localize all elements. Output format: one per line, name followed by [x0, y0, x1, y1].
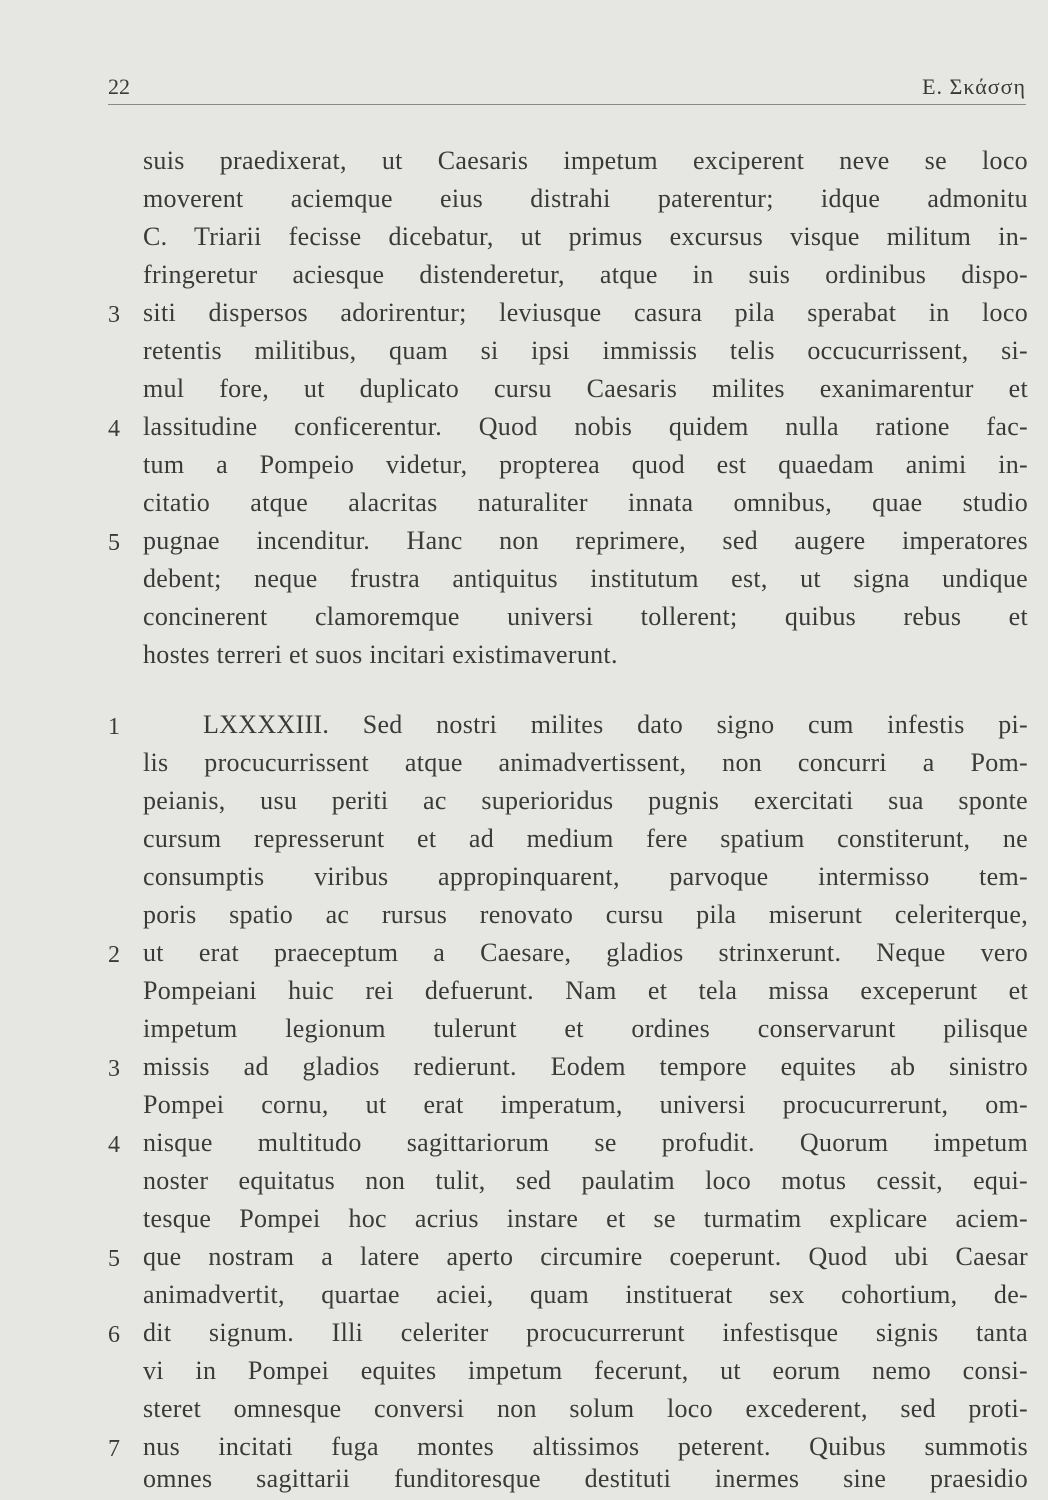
text-line: Pompeiani huic rei defuerunt. Nam et tela missa exceperunt et [143, 976, 1028, 1005]
text-line: Pompei cornu, ut erat imperatum, universi procucurrerunt, om- [143, 1090, 1028, 1119]
text-line: lassitudine conficerentur. Quod nobis quidem nulla ratione fac- [143, 412, 1028, 441]
text-line: C. Triarii fecisse dicebatur, ut primus excursus visque militum in- [143, 222, 1028, 251]
text-line: lis procucurrissent atque animadvertissent, non concurri a Pom- [143, 748, 1028, 777]
text-line: concinerent clamoremque universi tollerent; quibus rebus et [143, 602, 1028, 631]
text-line: animadvertit, quartae aciei, quam instituerat sex cohortium, de- [143, 1280, 1028, 1309]
text-line: consumptis viribus appropinquarent, parvoque intermisso tem- [143, 862, 1028, 891]
page-number: 22 [108, 74, 130, 99]
text-line: nisque multitudo sagittariorum se profudit. Quorum impetum [143, 1128, 1028, 1157]
text-line: ut erat praeceptum a Caesare, gladios strinxerunt. Neque vero [143, 938, 1028, 967]
line-marker: 5 [108, 530, 120, 556]
text-line: omnes sagittarii funditoresque destituti inermes sine praesidio [143, 1464, 1028, 1493]
line-marker: 3 [108, 1056, 120, 1082]
chapter-heading-line: LXXXXIII. Sed nostri milites dato signo cum infestis pi- [203, 710, 1028, 739]
line-marker: 2 [108, 942, 120, 968]
page-header [108, 70, 1026, 105]
text-line: debent; neque frustra antiquitus institutum est, ut signa undique [143, 564, 1028, 593]
text-line: moverent aciemque eius distrahi paterentur; idque admonitu [143, 184, 1028, 213]
text-line: dit signum. Illi celeriter procucurrerunt infestisque signis tanta [143, 1318, 1028, 1347]
text-line: vi in Pompei equites impetum fecerunt, ut eorum nemo consi- [143, 1356, 1028, 1385]
text-line: tum a Pompeio videtur, propterea quod est quaedam animi in- [143, 450, 1028, 479]
line-marker: 4 [108, 416, 120, 442]
line-marker: 6 [108, 1322, 120, 1348]
text-line: suis praedixerat, ut Caesaris impetum exciperent neve se loco [143, 146, 1028, 175]
line-marker: 7 [108, 1436, 120, 1462]
text-line: citatio atque alacritas naturaliter innata omnibus, quae studio [143, 488, 1028, 517]
text-line: steret omnesque conversi non solum loco excederent, sed proti- [143, 1394, 1028, 1423]
text-line: cursum represserunt et ad medium fere spatium constiterunt, ne [143, 824, 1028, 853]
text-line: fringeretur aciesque distenderetur, atque in suis ordinibus dispo- [143, 260, 1028, 289]
text-line: peianis, usu periti ac superioridus pugnis exercitati sua sponte [143, 786, 1028, 815]
running-head: E. Σκάσση [922, 74, 1026, 99]
text-line: pugnae incenditur. Hanc non reprimere, sed augere imperatores [143, 526, 1028, 555]
line-marker: 3 [108, 302, 120, 328]
text-line: missis ad gladios redierunt. Eodem tempore equites ab sinistro [143, 1052, 1028, 1081]
text-line: retentis militibus, quam si ipsi immissis telis occucurrissent, si- [143, 336, 1028, 365]
text-line: nus incitati fuga montes altissimos peterent. Quibus summotis [143, 1432, 1028, 1461]
text-line: poris spatio ac rursus renovato cursu pila miserunt celeriterque, [143, 900, 1028, 929]
text-line: noster equitatus non tulit, sed paulatim loco motus cessit, equi- [143, 1166, 1028, 1195]
text-line: siti dispersos adorirentur; leviusque casura pila sperabat in loco [143, 298, 1028, 327]
line-marker: 4 [108, 1132, 120, 1158]
text-line: tesque Pompei hoc acrius instare et se turmatim explicare aciem- [143, 1204, 1028, 1233]
text-line: que nostram a latere aperto circumire coeperunt. Quod ubi Caesar [143, 1242, 1028, 1271]
line-marker: 1 [108, 714, 120, 740]
text-line: impetum legionum tulerunt et ordines conservarunt pilisque [143, 1014, 1028, 1043]
text-line: mul fore, ut duplicato cursu Caesaris milites exanimarentur et [143, 374, 1028, 403]
text-line: hostes terreri et suos incitari existimaverunt. [143, 640, 618, 669]
line-marker: 5 [108, 1246, 120, 1272]
